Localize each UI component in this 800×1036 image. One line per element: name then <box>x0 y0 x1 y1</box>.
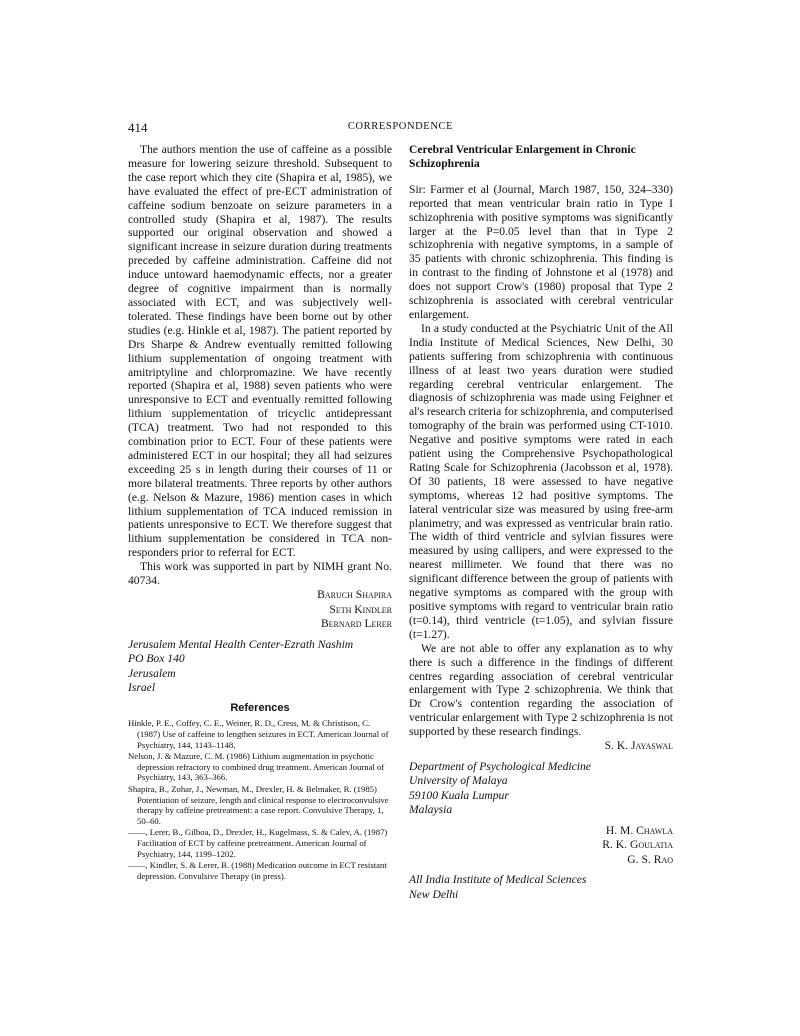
signatory: R. K. Goulatia <box>602 838 673 852</box>
signatories <box>409 824 673 868</box>
left-column <box>128 143 392 882</box>
address-line: Jerusalem Mental Health Center-Ezrath Nashim <box>128 637 354 651</box>
address-line: 59100 Kuala Lumpur <box>409 788 509 802</box>
funding-note: This work was supported in part by NIMH grant No. 40734. <box>128 560 392 588</box>
address-line: University of Malaya <box>409 774 508 788</box>
page-header <box>128 120 673 136</box>
references-heading: References <box>230 701 290 714</box>
affiliation-address <box>409 873 673 902</box>
reference-item: ——, Kindler, S. & Lerer, B. (1988) Medication outcome in ECT resistant depression. Convulsive Therapy (in press). <box>128 860 387 881</box>
signatory: Seth Kindler <box>329 602 392 616</box>
address-line: New Delhi <box>409 887 459 901</box>
letter-body-paragraph: We are not able to offer any explanation as to why there is such a difference in the findings of different centres regarding association of cerebral ventricular enlargement with Type 2 schizophrenia. We think that Dr Crow's contention regarding the association of ventricular enlargement with Type 2 schizophrenia is not supported by these research findings. <box>409 641 673 739</box>
signatory: S. K. Jayaswal <box>604 739 673 753</box>
letter-title: Cerebral Ventricular Enlargement in Chronic Schizophrenia <box>409 143 636 170</box>
right-column <box>409 143 673 902</box>
affiliation-address <box>128 638 392 696</box>
address-line: PO Box 140 <box>128 652 185 665</box>
signatory: G. S. Rao <box>627 852 673 866</box>
reference-item: ——, Lerer, B., Gilboa, D., Drexler, H., Kugelmass, S. & Calev, A. (1987) Facilitation of ECT by caffeine pretreatment. American Journal of Psychiatry, 144, 1199–1202. <box>128 827 388 859</box>
letter-body-paragraph: In a study conducted at the Psychiatric Unit of the All India Institute of Medical Sciences, New Delhi, 30 patients suffering from schizophrenia with continuous illness of at least two years duration were studied regarding cerebral ventricular enlargement. The diagnosis of schizophrenia was made using Feighner et al's research criteria for schizophrenia, and computerised tomography of the brain was performed using CT-1010. Negative and positive symptoms were rated in each patient using the Comprehensive Psychopathological Rating Scale for Schizophrenia (Jacobsson et al, 1978). Of 30 patients, 18 were assessed to have negative symptoms, whereas 12 had positive symptoms. The lateral ventricular size was measured by using free-arm planimetry, and was expressed as ventricular brain ratio. The width of third ventricle and sylvian fissures were measured by using callipers, and were expressed to the nearest millimeter. We found that there was no significant difference between the group of patients with negative symptoms as compared with the group with positive symptoms with regard to ventricular brain ratio (t=0.14), third ventricle (t=1.05), and sylvian fissure (t=1.27). <box>409 321 673 641</box>
signatory: H. M. Chawla <box>605 823 673 837</box>
reference-item: Nelson, J. & Mazure, C. M. (1986) Lithium augmentation in psychotic depression refractory to combined drug treatment. American Journal of Psychiatry, 143, 363–366. <box>128 751 385 783</box>
address-line: Jerusalem <box>128 666 176 680</box>
address-line: Department of Psychological Medicine <box>409 759 591 773</box>
address-line: All India Institute of Medical Sciences <box>409 873 587 887</box>
letter-body-paragraph: Sir: Farmer et al (Journal, March 1987, 150, 324–330) reported that mean ventricular brain ratio in Type I schizophrenia with positive symptoms was significantly larger at the P=0.05 level than that in Type 2 schizophrenia with negative symptoms, in a sample of 35 patients with chronic schizophrenia. This finding is in contrast to the finding of Johnstone et al (1978) and does not support Crow's (1980) proposal that Type 2 schizophrenia is associated with cerebral ventricular enlargement. <box>409 182 673 321</box>
affiliation-address <box>409 760 673 818</box>
running-head: CORRESPONDENCE <box>347 121 454 132</box>
letter-body-paragraph: The authors mention the use of caffeine as a possible measure for lowering seizure threshold. Subsequent to the case report which they cite (Shapira et al, 1985), we have evaluated the effect of pre-ECT administration of caffeine sodium benzoate on seizure parameters in a controlled study (Shapira et al, 1987). The results supported our original observation and showed a significant increase in seizure duration during treatments preceded by caffeine administration. Caffeine did not induce untoward haemodynamic effects, nor a greater degree of cognitive impairment than is normally associated with ECT, and was subjectively well-tolerated. These findings have been borne out by other studies (e.g. Hinkle et al, 1987). The patient reported by Drs Sharpe & Andrew eventually remitted following lithium supplementation of ongoing treatment with amitriptyline and chlorpromazine. We have recently reported (Shapira et al, 1988) seven patients who were unresponsive to ECT and eventually remitted following lithium supplementation of tricyclic antidepressant (TCA) treatment. Two had not responded to this combination prior to ECT. Four of these patients were administered ECT in our hospital; they all had seizures exceeding 25 s in length during their courses of 11 or more bilateral treatments. Three reports by other authors (e.g. Nelson & Mazure, 1986) mention cases in which lithium supplementation of TCA induced remission in patients unresponsive to ECT. We therefore suggest that lithium supplementation be considered in TCA non-responders prior to referral for ECT. <box>128 143 392 560</box>
signatory: Bernard Lerer <box>320 617 392 630</box>
signatories <box>409 739 673 754</box>
signatories <box>128 588 392 632</box>
address-line: Malaysia <box>409 803 453 817</box>
reference-item: Shapira, B., Zohar, J., Newman, M., Drexler, H. & Belmaker, R. (1985) Potentiation of seizure, length and clinical response to electroconvulsive therapy by caffeine pretreatment: a case report. Convulsive Therapy, 1, 50–60. <box>128 783 389 826</box>
address-line: Israel <box>128 681 156 694</box>
reference-item: Hinkle, P. E., Coffey, C. E., Weiner, R. D., Cress, M. & Christison, C. (1987) Use of caffeine to lengthen seizures in ECT. American Journal of Psychiatry, 144, 1143–1148. <box>128 718 389 750</box>
signatory: Baruch Shapira <box>317 588 392 601</box>
page-number: 414 <box>128 120 148 135</box>
